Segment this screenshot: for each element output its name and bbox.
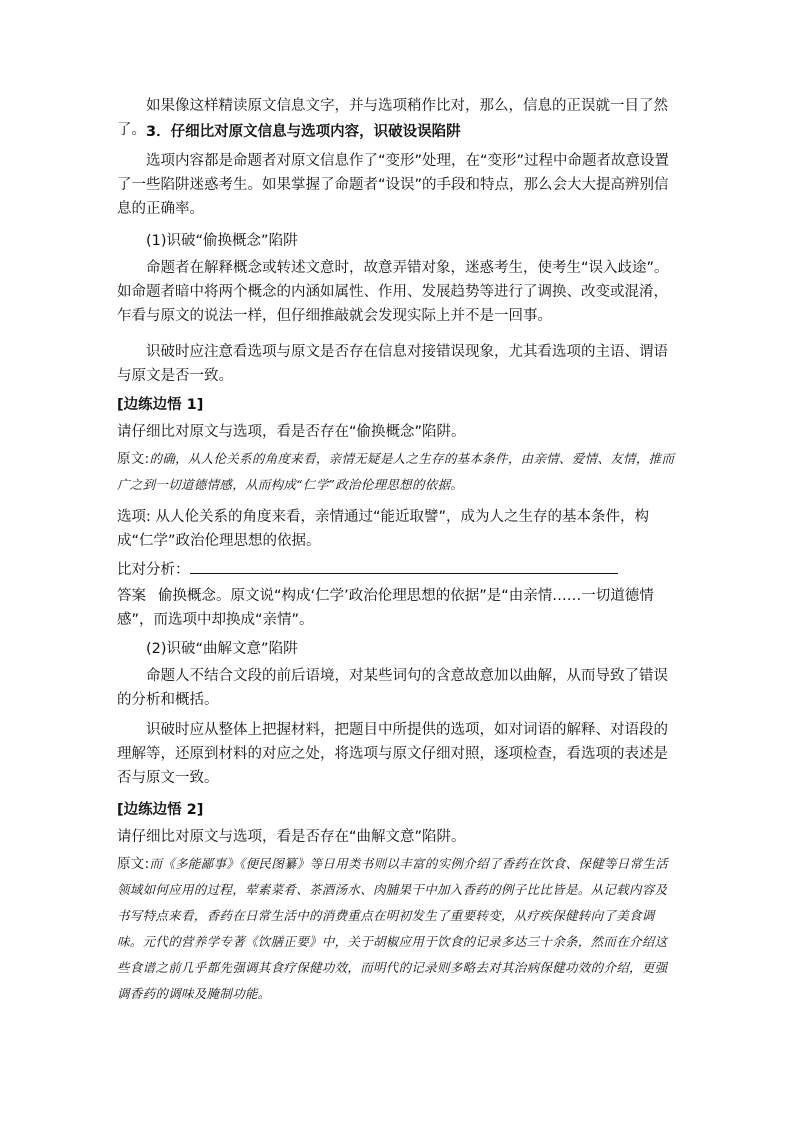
exercise-label-2: [边练边悟 2] (117, 802, 204, 818)
original-tag: 原文: (117, 451, 150, 467)
answer-tag: 答案 (117, 588, 146, 604)
compare-line (117, 558, 677, 582)
original-text-1 (117, 446, 677, 498)
paragraph-intro: 如果像这样精读原文信息文字，并与选项稍作比对，那么，信息的正误就一目了然了。 (117, 98, 668, 138)
original-text-2 (117, 851, 677, 1007)
answer-blank[interactable] (190, 559, 618, 574)
option-text-1 (117, 505, 677, 553)
answer-block (117, 584, 677, 632)
paragraph-qujie-tip: 识破时应从整体上把握材料，把题目中所提供的选项，如对词语的解释、对语段的理解等，还原到材料的对应之处，将选项与原文仔细对照，逐项检查，看选项的表述是否与原文一致。 (117, 722, 668, 786)
subheading-qujie: (2)识破“曲解文意”陷阱 (146, 641, 298, 657)
section-heading-3: 3．仔细比对原文信息与选项内容，识破设误陷阱 (146, 124, 461, 140)
option-body: 从人伦关系的角度来看，亲情通过“能近取譬”，成为人之生存的基本条件，构成“仁学”政治伦理思想的依据。 (117, 509, 650, 549)
subheading-touhuan: (1)识破“偷换概念”陷阱 (146, 233, 298, 249)
paragraph-bianxing: 选项内容都是命题者对原文信息作了“变形”处理，在“变形”过程中命题者故意设置了一些陷阱迷惑考生。如果掌握了命题者“设误”的手段和特点，那么会大大提高辨别信息的正确率。 (117, 153, 670, 217)
paragraph-touhuan-desc: 命题者在解释概念或转述文意时，故意弄错对象，迷惑考生，使考生“误入歧途”。如命题者暗中将两个概念的内涵如属性、作用、发展趋势等进行了调换、改变或混淆，乍看与原文的说法一样，但仔细推敲就会发现实际上并不是一回事。 (117, 260, 669, 324)
original-body: 的确，从人伦关系的角度来看，亲情无疑是人之生存的基本条件，由亲情、爱情、友情，推而广之到一切道德情感，从而构成“仁学”政治伦理思想的依据。 (117, 451, 675, 492)
compare-label: 比对分析： (117, 562, 190, 578)
answer-body: 偷换概念。原文说“构成‘仁学’政治伦理思想的依据”是“由亲情……一切道德情感”，而选项中却换成“亲情”。 (117, 588, 654, 628)
exercise-label-1: [边练边悟 1] (117, 397, 204, 413)
paragraph-touhuan-tip: 识破时应注意看选项与原文是否存在信息对接错误现象，尤其看选项的主语、谓语与原文是否一致。 (117, 344, 668, 384)
original-body-2: 而《多能鄙事》《便民图纂》等日用类书则以丰富的实例介绍了香药在饮食、保健等日常生活领域如何应用的过程，荤素菜肴、茶酒汤水、肉脯果干中加入香药的例子比比皆是。从记载内容及书写特点来看，香药在日常生活中的消费重点在明初发生了重要转变，从疗疾保健转向了美食调味。元代的营养学专著《饮膳正要》中，关于胡椒应用于饮食的记录多达三十余条，然而在介绍这些食谱之前几乎都先强调其食疗保健功效，而明代的记录则多略去对其治病保健功效的介绍，更强调香药的调味及腌制功能。 (117, 856, 669, 1001)
exercise-prompt-2: 请仔细比对原文与选项，看是否存在“曲解文意”陷阱。 (117, 829, 466, 845)
option-tag: 选项: (117, 509, 151, 525)
exercise-prompt-1: 请仔细比对原文与选项，看是否存在“偷换概念”陷阱。 (117, 424, 466, 440)
original-tag-2: 原文: (117, 856, 150, 872)
paragraph-qujie-desc: 命题人不结合文段的前后语境，对某些词句的含意故意加以曲解，从而导致了错误的分析和概括。 (117, 668, 668, 708)
